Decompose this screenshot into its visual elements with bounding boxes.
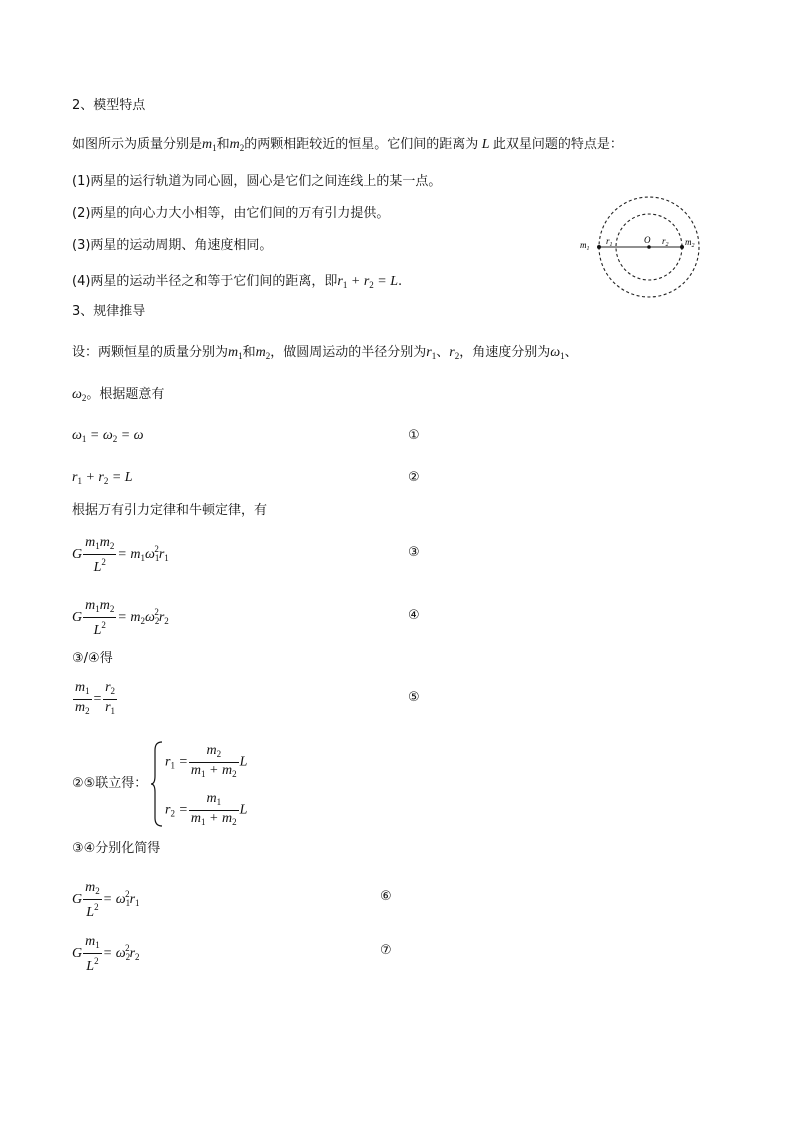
equation-3: G $\frac{m_1m_2}{L^2}$ = $m_1\omega_1^2r_1$ — [72, 535, 169, 575]
label-r2: $r_2$ — [662, 236, 669, 248]
equation-5: $\frac{m_1}{m_2}$ = $\frac{r_2}{r_1}$ — [75, 680, 116, 716]
label-r1: $r_1$ — [606, 236, 613, 248]
label-m2: $m_2$ — [685, 237, 695, 249]
eq-number-7: ⑦ — [380, 943, 392, 958]
equation-1: $\omega_1 = \omega_2 = \omega$ — [72, 428, 144, 444]
simplify-sentence: ③④分别化简得 — [72, 841, 161, 856]
setup-paragraph: 设：两颗恒星的质量分别为$m_1$和$m_2$，做圆周运动的半径分别为$r_1$、$r_2$，角速度分别为$\omega_1$、 — [72, 345, 578, 361]
binary-star-diagram — [572, 192, 712, 304]
section-2-heading: 2、模型特点 — [72, 98, 146, 113]
star-m2-dot — [680, 245, 684, 249]
section-3-heading: 3、规律推导 — [72, 304, 146, 319]
eq-number-2: ② — [408, 470, 420, 485]
label-o: O — [644, 235, 651, 245]
left-brace — [150, 740, 164, 828]
eq-number-1: ① — [408, 428, 420, 443]
system-r2: $r_2$ = $\frac{m_1}{m_1 + m_2}$ L — [165, 791, 248, 827]
intro-paragraph: 如图所示为质量分别是$m_1$和$m_2$的两颗相距较近的恒星。它们间的距离为 L 此双星问题的特点是： — [72, 137, 623, 153]
feature-1: (1)两星的运行轨道为同心圆，圆心是它们之间连线上的某一点。 — [72, 174, 442, 189]
eq-number-5: ⑤ — [408, 690, 420, 705]
equation-2: $r_1 + r_2 = L$ — [72, 470, 133, 486]
equation-4: G $\frac{m_1m_2}{L^2}$ = $m_2\omega_2^2r_2$ — [72, 598, 169, 638]
star-m1-dot — [597, 245, 601, 249]
setup-paragraph-cont: $\omega_2$。根据题意有 — [72, 387, 165, 403]
label-m1: $m_1$ — [580, 240, 590, 252]
eq-number-3: ③ — [408, 545, 420, 560]
equation-7: G $\frac{m_1}{L^2}$ = $\omega_2^2r_2$ — [72, 934, 140, 974]
feature-2: (2)两星的向心力大小相等，由它们间的万有引力提供。 — [72, 206, 390, 221]
law-sentence: 根据万有引力定律和牛顿定律，有 — [72, 503, 268, 518]
combine-label: ②⑤联立得： — [72, 776, 148, 791]
divide-sentence: ③/④得 — [72, 651, 113, 666]
equation-6: G $\frac{m_2}{L^2}$ = $\omega_1^2r_1$ — [72, 880, 140, 920]
system-r1: $r_1$ = $\frac{m_2}{m_1 + m_2}$ L — [165, 743, 248, 779]
eq-number-6: ⑥ — [380, 889, 392, 904]
center-o-dot — [647, 245, 651, 249]
feature-3: (3)两星的运动周期、角速度相同。 — [72, 238, 273, 253]
eq-number-4: ④ — [408, 608, 420, 623]
feature-4: (4)两星的运动半径之和等于它们间的距离，即$r_1 + r_2 = L$. — [72, 274, 403, 290]
